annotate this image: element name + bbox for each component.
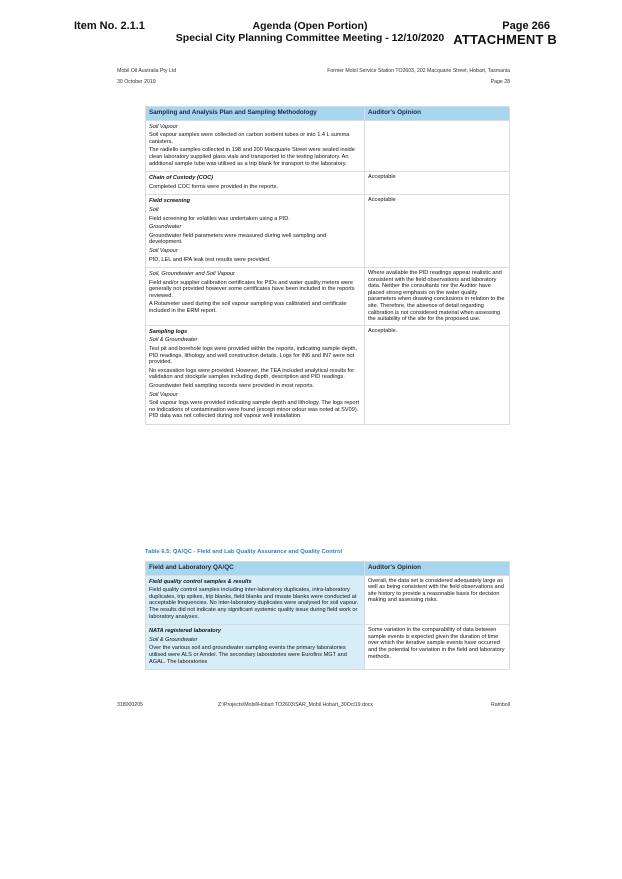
column-header-methodology: Sampling and Analysis Plan and Sampling Methodology [146, 107, 365, 121]
attachment-label: ATTACHMENT B [453, 32, 557, 47]
table-row [146, 268, 510, 326]
auditor-opinion-cell: Some variation in the comparability of data between sample events is expected given the duration of time over which the iterative sample events have occurred and the potential for variation in the field and laboratory methods. [365, 625, 510, 670]
report-date: 30 October 2019 [117, 79, 156, 85]
row-heading: Field quality control samples & results [149, 578, 252, 585]
row-text: Field quality control samples including inter-laboratory duplicates, intra-laboratory duplicates, trip spikes, trip blanks, field blanks and rinsate blanks were conducted at acceptable frequencies. No inter-laboratory duplicates were analysed for soil vapour. The results did not indicate any significant systemic quality issue during field work or laboratory analyses. [149, 587, 359, 620]
row-text: Test pit and borehole logs were provided within the reports, indicating sample depth, PID readings, lithology and well construction details. Logs for IN6 and IN7 were not provided. [149, 346, 358, 366]
sampling-methodology-table [145, 106, 510, 425]
row-text: Groundwater field parameters were measured during well sampling and development. [149, 232, 327, 246]
row-text: A Rotameter used during the soil vapour sampling was calibrated and certificate included in the ERM report. [149, 301, 347, 315]
qaqc-table-wrap [145, 561, 510, 670]
row-subheading: Soil [149, 206, 159, 213]
row-detail-cell [146, 625, 365, 670]
table-row [146, 172, 510, 195]
auditor-opinion-cell: Where available the PID readings appear realistic and consistent with the field observations and laboratory data. Neither the consultants nor the Auditor have placed strong emphasis on the water quality parameters when drawing conclusions in relation to the site. Therefore, the absence of detail regarding calibration is not considered material when assessing the suitability of the site for the proposed use. [365, 268, 510, 326]
row-heading: NATA registered laboratory [149, 628, 222, 635]
report-page: Page 28 [490, 79, 510, 85]
agenda-title-line1: Agenda (Open Portion) [252, 20, 368, 32]
column-header-opinion: Auditor's Opinion [365, 562, 510, 576]
row-text: No excavation logs were provided. However, the TEA included analytical results for validation and stockpile samples including depth, description and PID readings. [149, 367, 355, 381]
row-heading: Field screening [149, 198, 191, 205]
row-text: Field screening for volatiles was undertaken using a PID. [149, 215, 290, 222]
brand-name: Ramboll [490, 702, 510, 708]
row-text: The radiello samples collected in 198 and 200 Macquarie Street were sealed inside clean laboratory supplied glass vials and transported to the testing laboratory. An additional sample tube was utilised as a trip blank for transport to the laboratory. [149, 147, 355, 167]
table-caption: Table 6.5: QA/QC - Field and Lab Quality Assurance and Quality Control [145, 549, 343, 555]
page-number: Page 266 [502, 20, 550, 32]
table-row [146, 325, 510, 424]
row-subheading: Soil, Groundwater and Soil Vapour [149, 271, 235, 278]
table-header-row [146, 562, 510, 576]
company-name: Mobil Oil Australia Pty Ltd [117, 68, 177, 74]
row-text: PID, LEL and IPA leak test results were provided. [149, 256, 271, 263]
table-row [146, 195, 510, 268]
table-row [146, 120, 510, 172]
document-reference: 318000205 [117, 702, 143, 708]
row-detail-cell [146, 268, 365, 326]
row-detail-cell [146, 325, 365, 424]
agenda-title [160, 20, 460, 44]
auditor-opinion-cell [365, 120, 510, 172]
auditor-opinion-cell: Acceptable [365, 172, 510, 195]
row-subheading: Soil Vapour [149, 391, 178, 398]
row-text: Field and/or supplier calibration certificates for PIDs and water quality meters were generally not provided however some certificates have been included in the reports reviewed. [149, 279, 355, 299]
table-row [146, 625, 510, 670]
row-detail-cell [146, 120, 365, 172]
row-detail-cell [146, 172, 365, 195]
row-heading: Chain of Custody (COC) [149, 175, 214, 182]
auditor-opinion-cell: Acceptable [365, 195, 510, 268]
row-text: Groundwater field sampling records were provided in most reports. [149, 383, 315, 389]
auditor-opinion-cell: Acceptable. [365, 325, 510, 424]
row-subheading: Soil & Groundwater [149, 636, 198, 643]
row-subheading: Groundwater [149, 224, 182, 231]
row-text: Completed COC forms were provided in the reports. [149, 183, 279, 190]
table-header-row [146, 107, 510, 121]
column-header-qaqc: Field and Laboratory QA/QC [146, 562, 365, 576]
sampling-table-wrap [145, 106, 510, 425]
table-row [146, 575, 510, 625]
row-subheading: Soil Vapour [149, 123, 178, 130]
item-number: Item No. 2.1.1 [74, 20, 145, 32]
row-text: Soil vapour logs were provided indicating sample depth and lithology. The logs report no indications of contamination were found (except minor odour was noted at SV09). PID data was not collected during soil vapour well installation. [149, 400, 359, 420]
file-path: Z:\Projects\Mobil\Hobart TO2603\SAR_Mobil Hobart_30Oct19.docx [218, 702, 373, 708]
auditor-opinion-cell: Overall, the data set is considered adequately large as well as being consistent with the field observations and site history to provide a reasonable basis for decision making and assessing risks. [365, 575, 510, 625]
qaqc-table [145, 561, 510, 670]
row-detail-cell [146, 575, 365, 625]
row-subheading: Soil Vapour [149, 247, 178, 254]
agenda-title-line2: Special City Planning Committee Meeting - 12/10/2020 [175, 32, 445, 44]
row-heading: Sampling logs [149, 328, 188, 335]
row-detail-cell [146, 195, 365, 268]
row-subheading: Soil & Groundwater [149, 337, 198, 344]
row-text: Over the various soil and groundwater sampling events the primary laboratories utilised were ALS or Amdel. The secondary laboratories were Eurofins MGT and AGAL. The laboratories [149, 645, 347, 665]
site-address: Former Mobil Service Station TO2603, 202 Macquarie Street, Hobart, Tasmania [327, 68, 510, 74]
row-text: Soil vapour samples were collected on carbon sorbent tubes or into 1.4 L summa canisters. [149, 132, 350, 145]
column-header-opinion: Auditor's Opinion [365, 107, 510, 121]
